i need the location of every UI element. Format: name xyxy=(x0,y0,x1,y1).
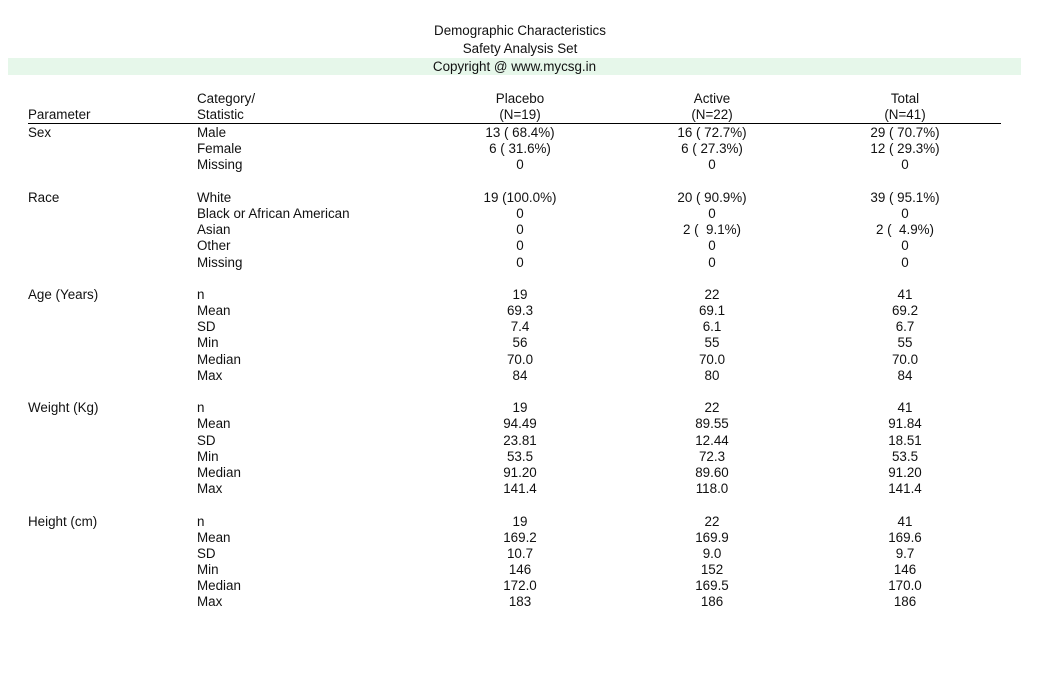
table-row xyxy=(0,594,1040,610)
table-row xyxy=(0,465,1040,481)
statistic-label: SD xyxy=(197,319,216,335)
header-total: Total xyxy=(890,91,920,106)
parameter-label: Race xyxy=(28,189,60,205)
table-row xyxy=(0,335,1040,351)
header-placebo: Placebo xyxy=(495,91,545,106)
active-value: 6 ( 27.3%) xyxy=(681,141,743,157)
total-value: 41 xyxy=(897,400,913,416)
statistic-label: Median xyxy=(197,464,241,480)
statistic-label: SD xyxy=(197,545,216,561)
parameter-group xyxy=(0,190,1040,271)
active-value: 72.3 xyxy=(698,448,726,464)
report-title: Demographic Characteristics xyxy=(434,23,606,38)
header-active: Active xyxy=(693,91,731,106)
table-row xyxy=(0,303,1040,319)
total-value: 18.51 xyxy=(888,432,922,448)
active-value: 80 xyxy=(704,367,720,383)
statistic-label: Max xyxy=(197,481,223,497)
total-value: 39 ( 95.1%) xyxy=(870,189,940,205)
table-row xyxy=(0,190,1040,206)
placebo-value: 70.0 xyxy=(506,351,534,367)
placebo-value: 0 xyxy=(516,254,524,270)
placebo-value: 183 xyxy=(508,594,532,610)
active-value: 22 xyxy=(704,400,720,416)
active-value: 22 xyxy=(704,286,720,302)
total-value: 0 xyxy=(901,205,909,221)
copyright-banner: Copyright @ www.mycsg.in xyxy=(8,58,1021,76)
statistic-label: Min xyxy=(197,448,219,464)
parameter-label: Sex xyxy=(28,125,52,140)
table-row xyxy=(0,368,1040,384)
total-value: 41 xyxy=(897,286,913,302)
header-parameter: Parameter xyxy=(28,107,91,122)
placebo-value: 0 xyxy=(516,222,524,238)
total-value: 69.2 xyxy=(891,303,919,319)
statistic-label: Asian xyxy=(197,222,231,238)
placebo-value: 0 xyxy=(516,157,524,173)
placebo-value: 172.0 xyxy=(503,578,537,594)
statistic-label: Female xyxy=(197,141,242,157)
placebo-value: 23.81 xyxy=(503,432,537,448)
statistic-label: Mean xyxy=(197,529,231,545)
table-row xyxy=(0,578,1040,594)
placebo-value: 0 xyxy=(516,238,524,254)
statistic-label: Median xyxy=(197,578,241,594)
placebo-value: 91.20 xyxy=(503,464,537,480)
total-value: 12 ( 29.3%) xyxy=(870,141,940,157)
table-row xyxy=(0,481,1040,497)
active-value: 0 xyxy=(708,238,716,254)
active-value: 55 xyxy=(704,335,720,351)
parameter-group xyxy=(0,514,1040,611)
parameter-label: Weight (Kg) xyxy=(28,400,99,416)
table-body xyxy=(0,125,1040,627)
statistic-label: n xyxy=(197,286,205,302)
total-value: 91.84 xyxy=(888,416,922,432)
active-value: 2 ( 9.1%) xyxy=(682,222,742,238)
placebo-value: 94.49 xyxy=(503,416,537,432)
table-row xyxy=(0,400,1040,416)
statistic-label: Missing xyxy=(197,157,243,173)
placebo-value: 56 xyxy=(512,335,528,351)
table-row xyxy=(0,416,1040,432)
parameter-group xyxy=(0,400,1040,497)
statistic-label: Mean xyxy=(197,416,231,432)
total-value: 169.6 xyxy=(888,529,922,545)
report-titles xyxy=(0,22,1040,75)
header-rule xyxy=(28,123,1001,124)
placebo-value: 7.4 xyxy=(510,319,530,335)
placebo-value: 19 xyxy=(512,513,528,529)
table-row xyxy=(0,433,1040,449)
active-value: 12.44 xyxy=(695,432,729,448)
placebo-value: 53.5 xyxy=(506,448,534,464)
total-value: 91.20 xyxy=(888,464,922,480)
header-category-line1: Category/ xyxy=(197,91,256,106)
parameter-label: Height (cm) xyxy=(28,513,98,529)
placebo-value: 141.4 xyxy=(503,481,537,497)
table-row xyxy=(0,141,1040,157)
parameter-group xyxy=(0,125,1040,174)
active-value: 152 xyxy=(700,562,724,578)
placebo-value: 19 (100.0%) xyxy=(483,189,557,205)
placebo-value: 10.7 xyxy=(506,545,534,561)
parameter-label: Age (Years) xyxy=(28,286,99,302)
statistic-label: Missing xyxy=(197,254,243,270)
table-row xyxy=(0,514,1040,530)
statistic-label: Min xyxy=(197,335,219,351)
header-category-line2: Statistic xyxy=(197,107,244,122)
placebo-value: 169.2 xyxy=(503,529,537,545)
statistic-label: Black or African American xyxy=(197,205,350,221)
placebo-value: 6 ( 31.6%) xyxy=(489,141,551,157)
table-row xyxy=(0,287,1040,303)
placebo-value: 84 xyxy=(512,367,528,383)
active-value: 89.60 xyxy=(695,464,729,480)
table-row xyxy=(0,546,1040,562)
statistic-label: Mean xyxy=(197,303,231,319)
total-value: 70.0 xyxy=(891,351,919,367)
header-placebo-n: (N=19) xyxy=(499,107,541,122)
statistic-label: Max xyxy=(197,594,223,610)
active-value: 70.0 xyxy=(698,351,726,367)
statistic-label: n xyxy=(197,513,205,529)
placebo-value: 19 xyxy=(512,400,528,416)
placebo-value: 0 xyxy=(516,205,524,221)
statistic-label: Male xyxy=(197,125,227,140)
table-row xyxy=(0,530,1040,546)
placebo-value: 146 xyxy=(508,562,532,578)
placebo-value: 13 ( 68.4%) xyxy=(485,125,555,140)
active-value: 0 xyxy=(708,254,716,270)
active-value: 169.5 xyxy=(695,578,729,594)
active-value: 20 ( 90.9%) xyxy=(677,189,747,205)
active-value: 118.0 xyxy=(695,481,729,497)
table-row xyxy=(0,238,1040,254)
active-value: 6.1 xyxy=(702,319,722,335)
total-value: 29 ( 70.7%) xyxy=(870,125,940,140)
active-value: 89.55 xyxy=(695,416,729,432)
placebo-value: 19 xyxy=(512,286,528,302)
table-row xyxy=(0,125,1040,141)
parameter-group xyxy=(0,287,1040,384)
table-row xyxy=(0,319,1040,335)
table-row xyxy=(0,255,1040,271)
statistic-label: Max xyxy=(197,367,223,383)
table-row xyxy=(0,449,1040,465)
table-row xyxy=(0,562,1040,578)
header-total-n: (N=41) xyxy=(884,107,926,122)
active-value: 9.0 xyxy=(702,545,722,561)
active-value: 186 xyxy=(700,594,724,610)
header-active-n: (N=22) xyxy=(691,107,733,122)
report-subtitle: Safety Analysis Set xyxy=(462,40,578,56)
total-value: 2 ( 4.9%) xyxy=(875,222,935,238)
total-value: 0 xyxy=(901,157,909,173)
statistic-label: White xyxy=(197,189,232,205)
statistic-label: n xyxy=(197,400,205,416)
total-value: 41 xyxy=(897,513,913,529)
table-row xyxy=(0,352,1040,368)
active-value: 0 xyxy=(708,205,716,221)
placebo-value: 69.3 xyxy=(506,303,534,319)
table-header xyxy=(0,91,1040,123)
statistic-label: Min xyxy=(197,562,219,578)
active-value: 16 ( 72.7%) xyxy=(677,125,747,140)
total-value: 186 xyxy=(893,594,917,610)
total-value: 53.5 xyxy=(891,448,919,464)
active-value: 69.1 xyxy=(698,303,726,319)
active-value: 0 xyxy=(708,157,716,173)
active-value: 169.9 xyxy=(695,529,729,545)
total-value: 9.7 xyxy=(895,545,915,561)
statistic-label: SD xyxy=(197,432,216,448)
total-value: 84 xyxy=(897,367,913,383)
total-value: 0 xyxy=(901,254,909,270)
total-value: 141.4 xyxy=(888,481,922,497)
total-value: 0 xyxy=(901,238,909,254)
table-row xyxy=(0,222,1040,238)
total-value: 146 xyxy=(893,562,917,578)
total-value: 55 xyxy=(897,335,913,351)
total-value: 6.7 xyxy=(895,319,915,335)
total-value: 170.0 xyxy=(888,578,922,594)
active-value: 22 xyxy=(704,513,720,529)
statistic-label: Other xyxy=(197,238,231,254)
table-row xyxy=(0,157,1040,173)
statistic-label: Median xyxy=(197,351,241,367)
table-row xyxy=(0,206,1040,222)
